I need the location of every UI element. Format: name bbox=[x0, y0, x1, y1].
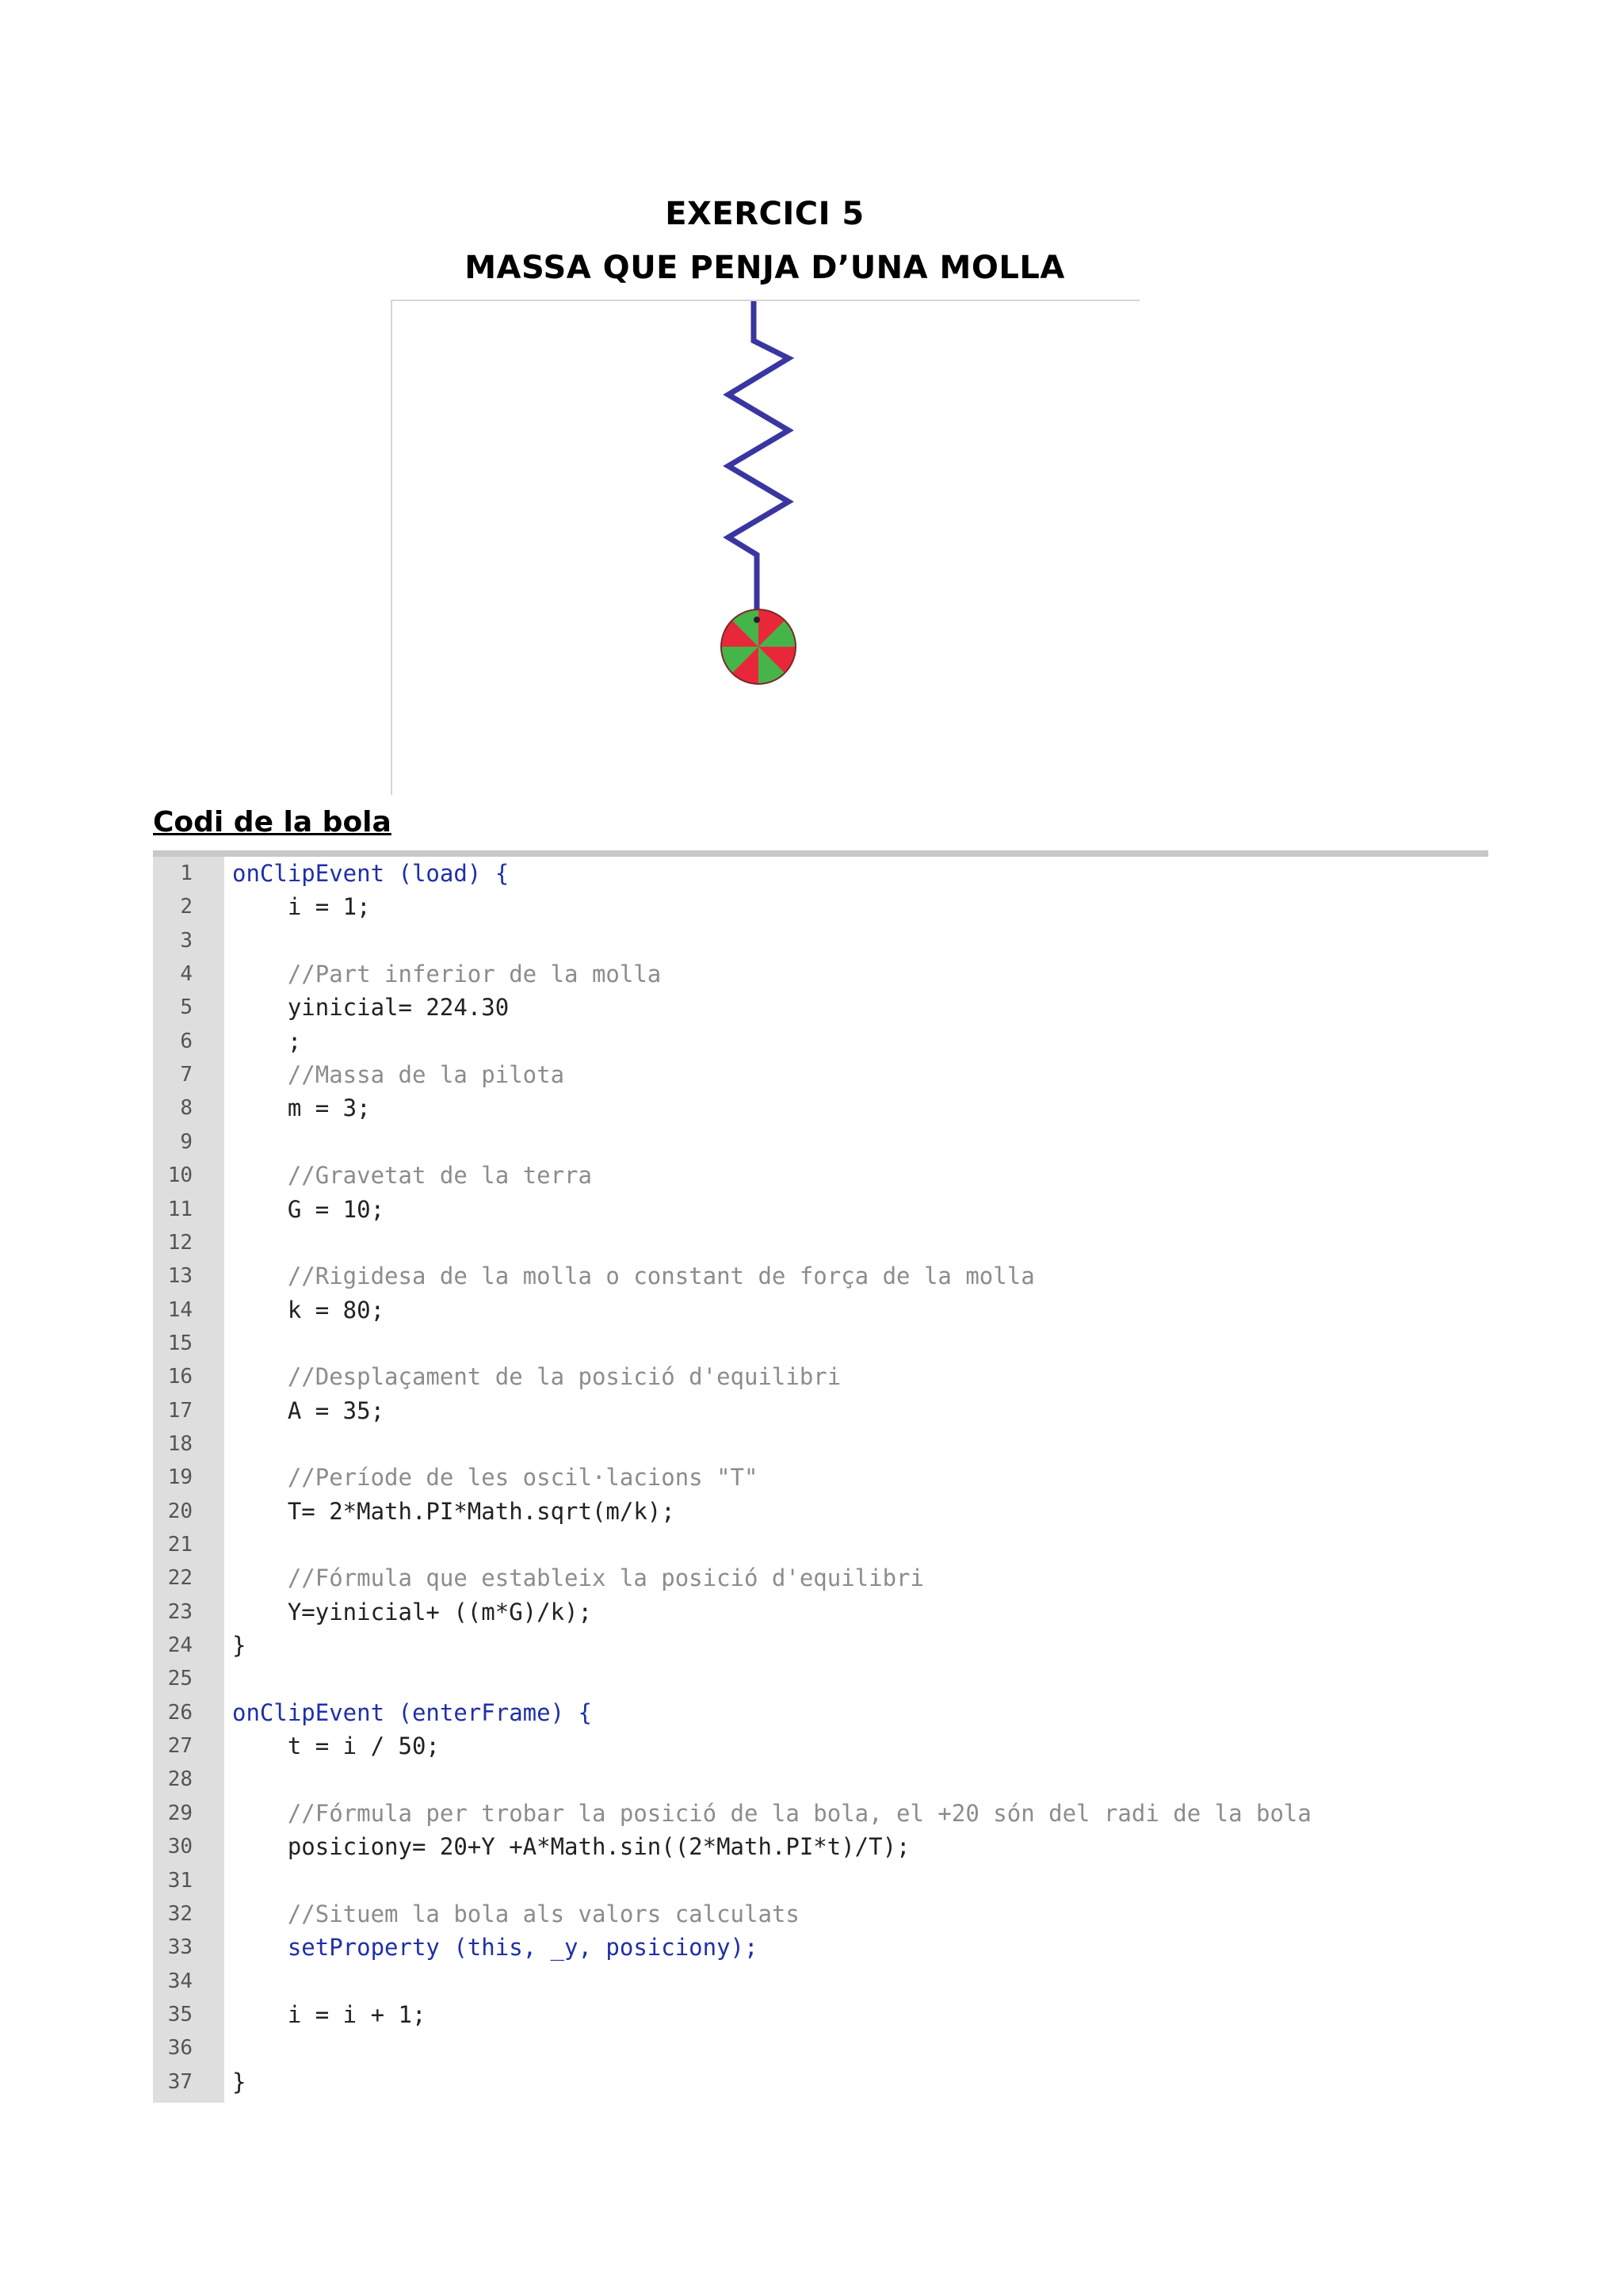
line-number: 6 bbox=[180, 1029, 193, 1053]
code-text: //Període de les oscil·lacions "T" bbox=[232, 1464, 758, 1492]
exercise-number-title: EXERCICI 5 bbox=[665, 196, 865, 232]
exercise-title: MASSA QUE PENJA D’UNA MOLLA bbox=[464, 250, 1065, 286]
line-number: 9 bbox=[180, 1129, 193, 1154]
line-number: 13 bbox=[167, 1264, 193, 1289]
line-number: 37 bbox=[167, 2069, 193, 2094]
code-text: //Part inferior de la molla bbox=[232, 961, 662, 988]
line-number: 5 bbox=[180, 995, 193, 1020]
spring-mass-illustration bbox=[392, 301, 1141, 797]
line-number: 10 bbox=[167, 1163, 193, 1188]
line-number: 1 bbox=[180, 861, 193, 885]
line-number: 17 bbox=[167, 1398, 193, 1423]
line-number: 31 bbox=[167, 1868, 193, 1893]
line-number: 29 bbox=[167, 1801, 193, 1825]
line-number: 3 bbox=[180, 928, 193, 953]
line-number: 34 bbox=[167, 1969, 193, 1993]
code-text: //Rigidesa de la molla o constant de força de la molla bbox=[232, 1263, 1035, 1290]
line-number: 4 bbox=[180, 962, 193, 987]
line-number: 7 bbox=[180, 1063, 193, 1087]
line-number: 36 bbox=[167, 2036, 193, 2061]
code-text: m = 3; bbox=[232, 1095, 371, 1122]
line-number: 26 bbox=[167, 1700, 193, 1725]
line-number: 23 bbox=[167, 1599, 193, 1624]
line-number: 14 bbox=[167, 1297, 193, 1322]
code-text: //Fórmula que estableix la posició d'equilibri bbox=[232, 1564, 924, 1592]
code-listing bbox=[153, 857, 1488, 2103]
line-number: 11 bbox=[167, 1197, 193, 1221]
code-text: } bbox=[232, 1632, 246, 1660]
line-number: 25 bbox=[167, 1667, 193, 1691]
ball bbox=[721, 609, 796, 684]
code-text: A = 35; bbox=[232, 1396, 385, 1424]
section-heading: Codi de la bola bbox=[153, 806, 391, 839]
line-number: 2 bbox=[180, 895, 193, 919]
code-text: //Gravetat de la terra bbox=[232, 1162, 592, 1190]
code-text: setProperty (this, _y, posiciony); bbox=[232, 1934, 758, 1962]
code-text: onClipEvent (load) { bbox=[232, 860, 510, 887]
line-number: 21 bbox=[167, 1533, 193, 1557]
code-text: i = i + 1; bbox=[232, 2000, 426, 2028]
code-text: yinicial= 224.30 bbox=[232, 994, 510, 1022]
line-number: 33 bbox=[167, 1935, 193, 1960]
line-number: 22 bbox=[167, 1566, 193, 1591]
code-text: posiciony= 20+Y +A*Math.sin((2*Math.PI*t)/T); bbox=[232, 1833, 911, 1861]
line-number: 35 bbox=[167, 2002, 193, 2027]
line-number: 30 bbox=[167, 1835, 193, 1859]
spring bbox=[728, 301, 789, 620]
line-number: 8 bbox=[180, 1096, 193, 1121]
code-text: //Fórmula per trobar la posició de la bola, el +20 són del radi de la bola bbox=[232, 1799, 1312, 1827]
code-text: //Situem la bola als valors calculats bbox=[232, 1900, 800, 1927]
code-panel-top-bar bbox=[153, 850, 1488, 857]
code-text: ; bbox=[232, 1027, 302, 1055]
code-text: onClipEvent (enterFrame) { bbox=[232, 1698, 592, 1726]
code-text: //Desplaçament de la posició d'equilibri bbox=[232, 1363, 842, 1391]
code-text: t = i / 50; bbox=[232, 1733, 440, 1760]
code-text: i = 1; bbox=[232, 893, 371, 921]
line-number: 32 bbox=[167, 1901, 193, 1926]
line-number: 12 bbox=[167, 1230, 193, 1255]
line-number: 16 bbox=[167, 1365, 193, 1389]
line-number: 18 bbox=[167, 1431, 193, 1456]
line-number: 28 bbox=[167, 1767, 193, 1792]
code-text: } bbox=[232, 2068, 246, 2095]
code-text: k = 80; bbox=[232, 1296, 385, 1324]
line-number: 15 bbox=[167, 1331, 193, 1355]
spring-mass-figure bbox=[391, 300, 1140, 795]
code-text: T= 2*Math.PI*Math.sqrt(m/k); bbox=[232, 1497, 675, 1525]
line-number: 27 bbox=[167, 1734, 193, 1759]
code-text: G = 10; bbox=[232, 1195, 385, 1223]
line-number: 24 bbox=[167, 1633, 193, 1658]
line-number: 19 bbox=[167, 1465, 193, 1490]
line-number: 20 bbox=[167, 1499, 193, 1523]
code-text: //Massa de la pilota bbox=[232, 1061, 565, 1089]
code-text: Y=yinicial+ ((m*G)/k); bbox=[232, 1598, 592, 1626]
